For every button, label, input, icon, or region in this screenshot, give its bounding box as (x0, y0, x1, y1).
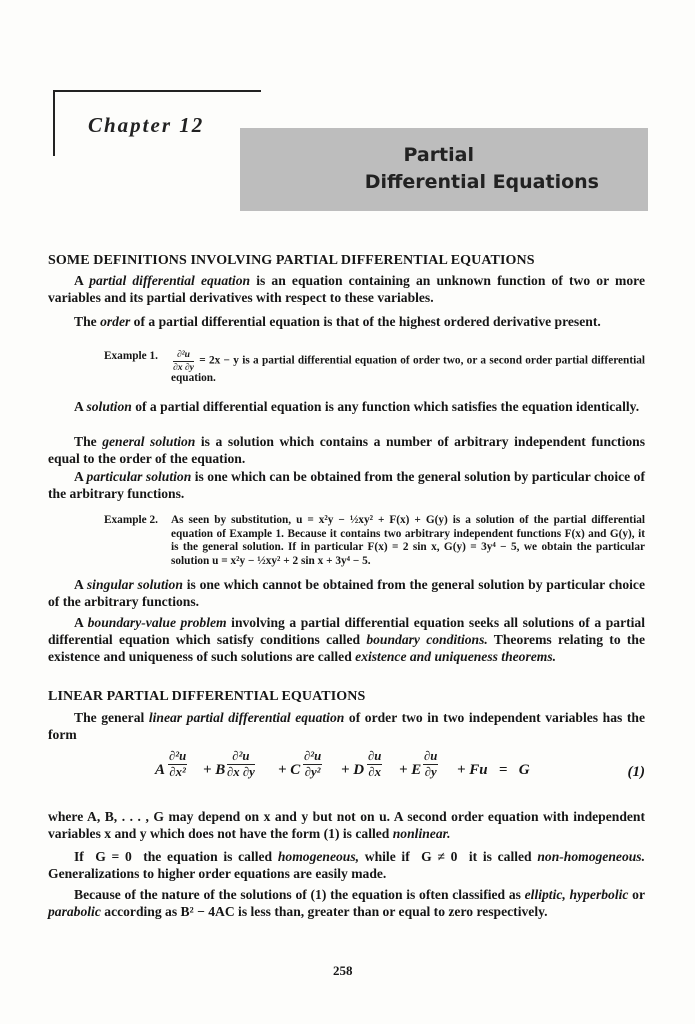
equation-number: (1) (627, 764, 645, 780)
example-1-fraction: $\frac{\text{∂²u}}{\partial x \partial y}$ (173, 349, 194, 373)
example-1-text: = 2x − y is a partial differential equation of order two, or a second order partial differential equation. (171, 354, 646, 385)
equation-1: A $\frac{\text{∂²u}}{\text{∂x²}}$ + B $\frac{\text{∂²u}}{\partial x \partial y}$ + C $\frac{\text{∂²u}}{\text{∂y²}}$ + D $\frac{\partial u}{\partial x}$ + E $\frac{\partial u}{\partial y}$ + Fu = G (1) (155, 749, 645, 780)
chapter-title-line-2: Differential Equations (364, 171, 599, 193)
chapter-title-line-1: Partial (403, 144, 474, 166)
definition-pde: A partial differential equation is an equation containing an unknown function of two or more variables and its partial derivatives with respect to these variables. (48, 273, 645, 305)
definition-order: The order of a partial differential equation is that of the highest ordered derivative present. (74, 314, 601, 329)
example-1-label: Example 1. (104, 350, 158, 362)
definition-solution: A solution of a partial differential equation is any function which satisfies the equation identically. (74, 399, 640, 414)
page-number: 258 (333, 963, 353, 978)
chapter-box-top-rule (53, 90, 261, 92)
example-2 (104, 514, 645, 568)
classification-paragraph: Because of the nature of the solutions of (1) the equation is often classified as elliptic, hyperbolic or parabolic according as B² − 4AC is less than, greater than or equal to zero respectively. (48, 887, 645, 919)
chapter-label: Chapter 12 (88, 113, 205, 137)
where-paragraph: where A, B, . . . , G may depend on x and y but not on u. A second order equation with independent variables x and y which does not have the form (1) is called nonlinear. (48, 809, 645, 841)
definition-general-solution: The general solution is a solution which contains a number of arbitrary independent functions equal to the order of the equation. (48, 434, 646, 466)
definition-boundary-value-problem: A boundary-value problem involving a partial differential equation seeks all solutions of a partial differential equation which satisfy conditions called boundary conditions. Theorems relating to the existence and uniqueness of such solutions are called existence and uniqueness theorems. (48, 615, 646, 664)
title-band (240, 128, 648, 211)
definition-singular-solution: A singular solution is one which cannot be obtained from the general solution by particular choice of the arbitrary functions. (48, 577, 646, 609)
linear-pde-intro: The general linear partial differential equation of order two in two independent variables has the form (48, 710, 645, 742)
section-heading-linear: LINEAR PARTIAL DIFFERENTIAL EQUATIONS (48, 689, 366, 704)
example-1 (104, 350, 645, 386)
section-heading-definitions: SOME DEFINITIONS INVOLVING PARTIAL DIFFERENTIAL EQUATIONS (48, 253, 535, 268)
definition-particular-solution: A particular solution is one which can be obtained from the general solution by particular choice of the arbitrary functions. (48, 469, 645, 501)
example-2-text: As seen by substitution, u = x²y − ½xy² + F(x) + G(y) is a solution of the partial differential equation of Example 1. Because it contains two arbitrary independent functions F(x) and G(y), it is the general solution. If in particular F(x) = 2 sin x, G(y) = 3y⁴ − 5, we obtain the particular solution u = x²y − ½xy² + 2 sin x + 3y⁴ − 5. (171, 514, 645, 567)
homogeneous-paragraph: If G = 0 the equation is called homogeneous, while if G ≠ 0 it is called non-homogeneous. Generalizations to higher order equations are easily made. (48, 849, 645, 881)
example-2-label: Example 2. (104, 514, 158, 526)
